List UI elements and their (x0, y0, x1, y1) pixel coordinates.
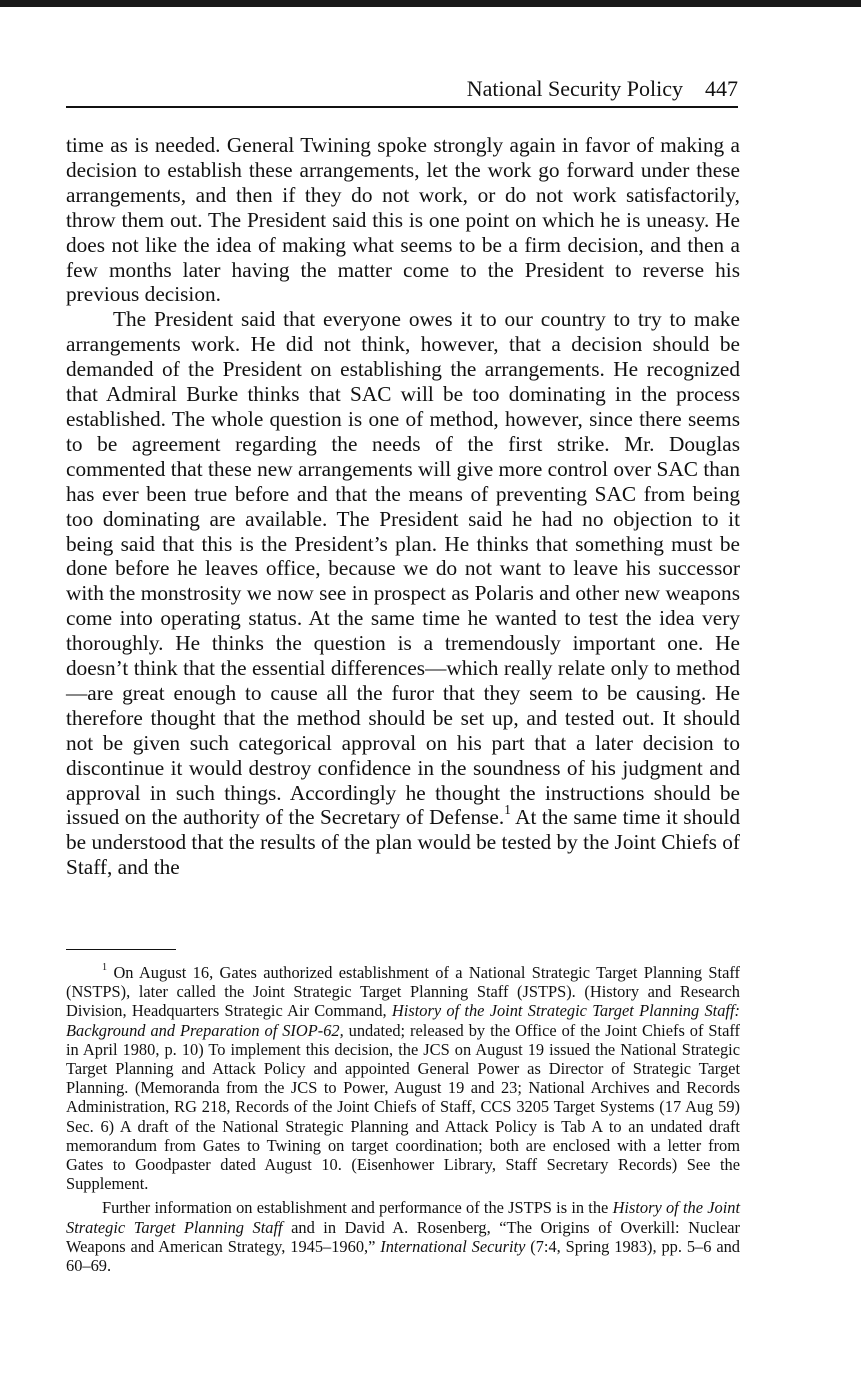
footnote-reference: 1 (504, 802, 511, 818)
paragraph-text-continued: At the same time it should be understood that the results of the plan would be tested by the Joint Chiefs of Staff, and the (66, 805, 740, 880)
footnote-text: On August 16, Gates authorized establishment of a National Strategic Target Planning Staff (NSTPS), later called the Joint Strategic Target Planning Staff (JSTPS). (History and Research Division, Headquarters Strategic Air Command, (66, 963, 740, 1021)
paragraph-text: The President said that everyone owes it to our country to try to make arrangements work. He did not think, however, that a decision should be demanded of the President on establishing the arrangements. He recognized that Admiral Burke thinks that SAC will be too dominating in the process established. The whole question is one of method, however, since there seems to be agreement regarding the needs of the first strike. Mr. Douglas commented that these new arrangements will give more control over SAC than has ever been true before and that the means of preventing SAC from being too dominating are available. The President said he had no objection to it being said that this is the President’s plan. He thinks that something must be done before he leaves office, because we do not want to leave his successor with the monstrosity we now see in prospect as Polaris and other new weapons come into operating status. At the same time he wanted to test the idea very thoroughly. He thinks the question is a tremendously important one. He doesn’t think that the essential differences—which really relate only to method—are great enough to cause all the furor that they seem to be causing. He therefore thought that the method should be set up, and tested out. It should not be given such categorical approval on his part that a later decision to discontinue it would destroy confidence in the soundness of his judgment and approval in such things. Accordingly he thought the instructions should be issued on the authority of the Secretary of Defense. (66, 307, 740, 830)
footnote-text: undated; released by the Office of the Joint Chiefs of Staff in April 1980, p. 10) To implement this decision, the JCS on August 19 issued the National Strategic Target Planning and Attack Policy and appointed General Power as Director of Strategic Target Planning. (Memoranda from the JCS to Power, August 19 and 23; National Archives and Records Administration, RG 218, Records of the Joint Chiefs of Staff, CCS 3205 Target Systems (17 Aug 59) Sec. 6) A draft of the National Strategic Planning and Attack Policy is Tab A to an undated draft memorandum from Gates to Twining on target coordination; both are enclosed with a letter from Gates to Goodpaster dated August 10. (Eisenhower Library, Staff Secretary Records) See the Supplement. (66, 1020, 740, 1194)
footnote-title: History of the Joint Strategic Target Planning Staff (66, 1198, 740, 1237)
footnote-marker: 1 (102, 962, 108, 974)
running-header (66, 74, 738, 108)
running-title: National Security Policy (466, 76, 683, 101)
journal-title: International Security (380, 1236, 526, 1256)
footnote-text: (7:4, Spring 1983), pp. 5–6 and 60–69. (66, 1236, 740, 1276)
footnote-1 (66, 963, 740, 1193)
page-number: 447 (705, 76, 738, 101)
paragraph-president (66, 307, 740, 880)
main-text (66, 133, 740, 880)
footnote-rule (66, 949, 176, 950)
footnote-further-info (66, 1198, 740, 1275)
scan-edge (0, 0, 861, 7)
footnote-title: History of the Joint Strategic Target Planning Staff: Background and Preparation of SIOP-62, (66, 1001, 740, 1040)
paragraph-continued: time as is needed. General Twining spoke strongly again in favor of making a decision to establish these arrangements, let the work go forward under these arrangements, and then if they do not work, or do not work satisfactorily, throw them out. The President said this is one point on which he is uneasy. He does not like the idea of making what seems to be a firm decision, and then a few months later having the matter come to the President to reverse his previous decision. (66, 133, 740, 307)
footnote-text: and in David A. Rosenberg, “The Origins of Overkill: Nuclear Weapons and American Strategy, 1945–1960,” (66, 1217, 741, 1256)
footnotes (66, 963, 740, 1275)
footnote-text: Further information on establishment and performance of the JSTPS is in the (102, 1198, 613, 1218)
